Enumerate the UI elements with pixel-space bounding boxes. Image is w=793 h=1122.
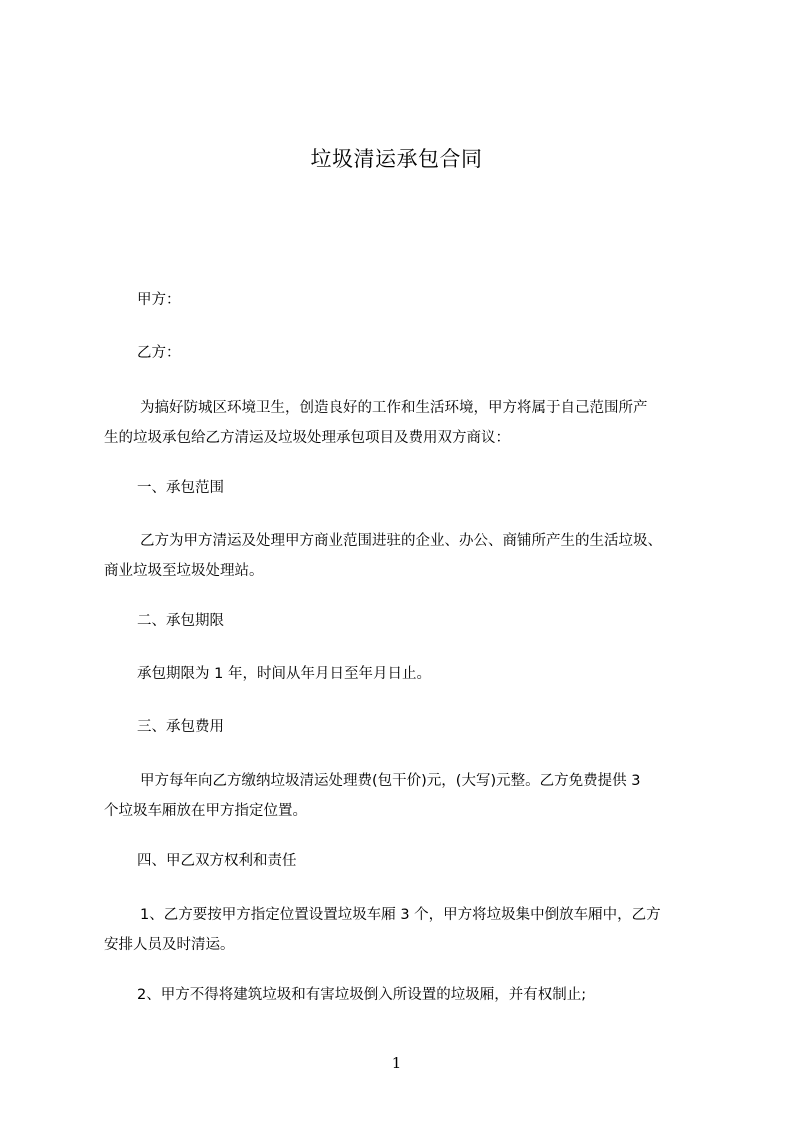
intro-paragraph-line-2: 生的垃圾承包给乙方清运及垃圾处理承包项目及费用双方商议： xyxy=(104,430,510,446)
intro-paragraph-line-1: 为搞好防城区环境卫生，创造良好的工作和生活环境，甲方将属于自己范围所产 xyxy=(140,400,648,416)
page-number: 1 xyxy=(391,1054,402,1072)
document-title: 垃圾清运承包合同 xyxy=(310,147,483,171)
rights-item-1-line-2: 安排人员及时清运。 xyxy=(104,937,235,953)
section-heading-scope: 一、承包范围 xyxy=(137,480,224,496)
rights-item-1-line-1: 1、乙方要按甲方指定位置设置垃圾车厢 3 个，甲方将垃圾集中倒放车厢中，乙方 xyxy=(140,907,661,923)
party-a-label: 甲方： xyxy=(137,292,181,308)
scope-paragraph-line-2: 商业垃圾至垃圾处理站。 xyxy=(104,563,264,579)
fee-paragraph-line-1: 甲方每年向乙方缴纳垃圾清运处理费(包干价)元，(大写)元整。乙方免费提供 3 xyxy=(140,773,641,789)
party-b-label: 乙方： xyxy=(137,345,181,361)
fee-paragraph-line-2: 个垃圾车厢放在甲方指定位置。 xyxy=(104,803,307,819)
term-paragraph-line-1: 承包期限为 1 年，时间从年月日至年月日止。 xyxy=(137,666,431,682)
section-heading-rights: 四、甲乙双方权利和责任 xyxy=(137,853,297,869)
section-heading-fee: 三、承包费用 xyxy=(137,719,224,735)
rights-item-2-line-1: 2、甲方不得将建筑垃圾和有害垃圾倒入所设置的垃圾厢，并有权制止; xyxy=(137,987,587,1003)
section-heading-term: 二、承包期限 xyxy=(137,613,224,629)
scope-paragraph-line-1: 乙方为甲方清运及处理甲方商业范围进驻的企业、办公、商铺所产生的生活垃圾、 xyxy=(140,533,662,549)
